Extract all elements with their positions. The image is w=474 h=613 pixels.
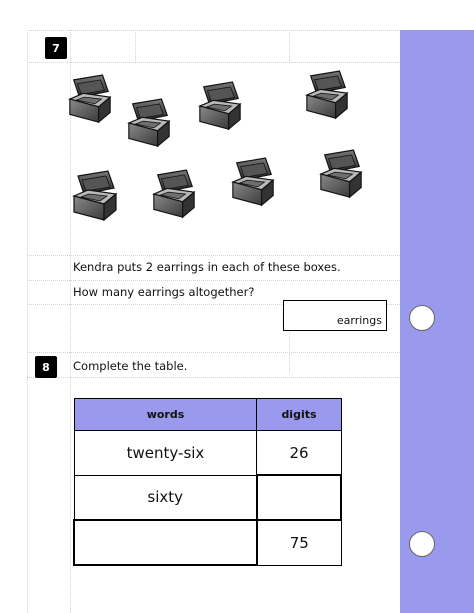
- earring-box-icon: [150, 167, 198, 225]
- grid-line: [135, 30, 136, 63]
- earring-box-icon: [317, 147, 365, 205]
- grid-line: [27, 280, 400, 281]
- question-prompt: Kendra puts 2 earrings in each of these boxes.: [73, 260, 341, 274]
- grid-line: [27, 255, 400, 256]
- punch-hole: [409, 305, 435, 331]
- punch-hole: [409, 531, 435, 557]
- column-header-digits: digits: [257, 399, 341, 431]
- earring-box-icon: [303, 68, 351, 126]
- earring-box-icon: [66, 72, 114, 130]
- grid-line: [27, 62, 400, 63]
- grid-line: [27, 30, 400, 31]
- earring-box-icon: [229, 155, 277, 213]
- column-header-words: words: [74, 399, 257, 431]
- grid-line: [27, 352, 400, 353]
- table-row: [74, 520, 341, 565]
- digits-cell: 75: [257, 520, 341, 565]
- question-number-badge: 7: [45, 37, 67, 59]
- question-text: How many earrings altogether?: [73, 285, 255, 299]
- number-words-table: [73, 398, 342, 566]
- earring-box-icon: [125, 96, 173, 154]
- table-row: [74, 431, 341, 476]
- words-cell: twenty-six: [74, 431, 257, 476]
- digits-answer-cell[interactable]: [257, 475, 341, 520]
- grid-line: [27, 30, 28, 613]
- grid-line: [27, 377, 400, 378]
- earring-box-icon: [70, 168, 120, 228]
- question-prompt: Complete the table.: [73, 359, 188, 373]
- grid-line: [289, 30, 290, 63]
- words-answer-cell[interactable]: [74, 520, 257, 565]
- answer-unit-label: earrings: [336, 314, 382, 327]
- digits-cell: 26: [257, 431, 341, 476]
- earring-box-icon: [196, 79, 244, 137]
- words-cell: sixty: [74, 475, 257, 520]
- answer-input-box[interactable]: [283, 300, 387, 331]
- table-row: [74, 475, 341, 520]
- question-number-badge: 8: [35, 356, 57, 378]
